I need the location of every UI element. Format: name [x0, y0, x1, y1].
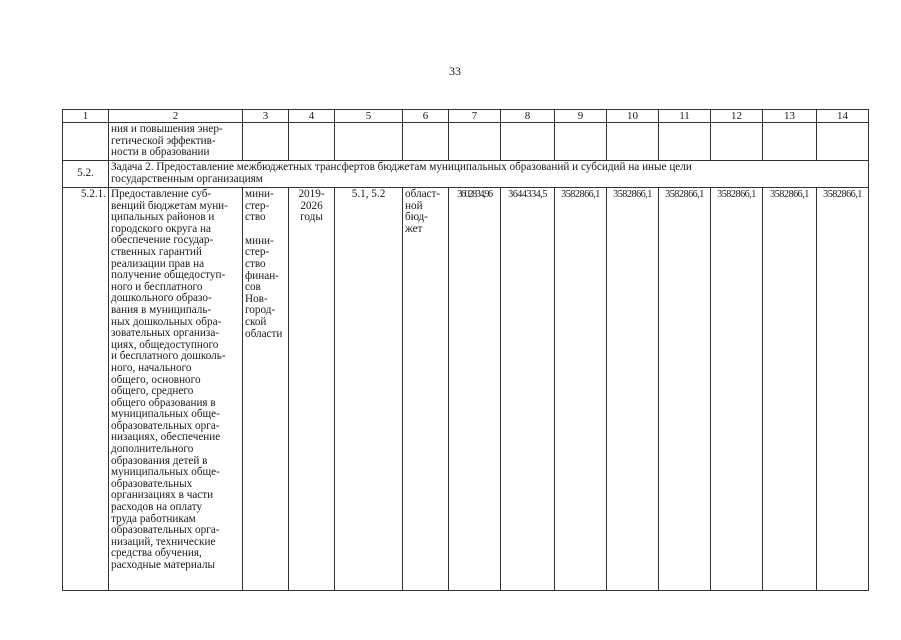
column-header: 12	[711, 110, 763, 123]
column-header: 7	[449, 110, 501, 123]
column-header: 11	[659, 110, 711, 123]
column-header: 13	[763, 110, 817, 123]
column-header: 2	[109, 110, 243, 123]
value-cell: 3582866,1	[555, 188, 607, 591]
executor-finance-ministry: мини- стер- ство финан- сов Нов- город- ской области	[245, 234, 283, 340]
value-cell: 3582866,1	[763, 188, 817, 591]
value-cell: 3582866,1	[659, 188, 711, 591]
column-header: 6	[403, 110, 449, 123]
continuation-text: ния и повышения энер- гетической эффектив- ности в образовании	[109, 123, 243, 161]
item-executors	[243, 188, 289, 591]
page-number: 33	[449, 64, 461, 78]
value-cell: 3582866,1	[607, 188, 659, 591]
value-cell: 3582866,1	[711, 188, 763, 591]
column-header: 1	[63, 110, 109, 123]
column-header: 5	[335, 110, 403, 123]
item-name: Предоставление суб- венций бюджетам муни- ципальных районов и городского округа на обеспечение государ- ственных гарантий реализации прав на получение общедоступ- ного и бесплатного дошкольного образо- вания в муниципаль- ных дошкольных обра- зовательных организа- циях, общедоступного и бесплатного дошколь- ного, начального общего, основного общего, среднего общего образования в муниципальных обще- образовательных орга- низациях, обеспечение дополнительного образования детей в муниципальных обще- образовательных организациях в части расходов на оплату труда работникам образовательных орга- низаций, технические средства обучения, расходные материалы	[109, 188, 243, 591]
table-row	[63, 188, 869, 591]
column-number-row	[63, 110, 869, 123]
item-period: 2019- 2026 годы	[289, 188, 335, 591]
value-cell: 3582866,1	[817, 188, 869, 591]
program-table	[62, 109, 869, 591]
task-row	[63, 161, 869, 188]
column-header: 3	[243, 110, 289, 123]
item-indicators: 5.1, 5.2	[335, 188, 403, 591]
continuation-row	[63, 123, 869, 161]
item-number: 5.2.1.	[63, 188, 109, 591]
column-header: 9	[555, 110, 607, 123]
task-number: 5.2.	[63, 161, 109, 188]
column-header: 4	[289, 110, 335, 123]
executor-ministry: мини- стер- ство	[245, 188, 274, 224]
column-header: 8	[501, 110, 555, 123]
value-cell: 3644334,5	[501, 188, 555, 591]
column-header: 14	[817, 110, 869, 123]
value-cell: 3602834,96	[449, 188, 501, 591]
task-title: Задача 2. Предоставление межбюджетных трансфертов бюджетам муниципальных образований и субсидий на иные цели государственным организациям	[109, 161, 869, 188]
column-header: 10	[607, 110, 659, 123]
item-funding-source: област- ной бюд- жет	[403, 188, 449, 591]
